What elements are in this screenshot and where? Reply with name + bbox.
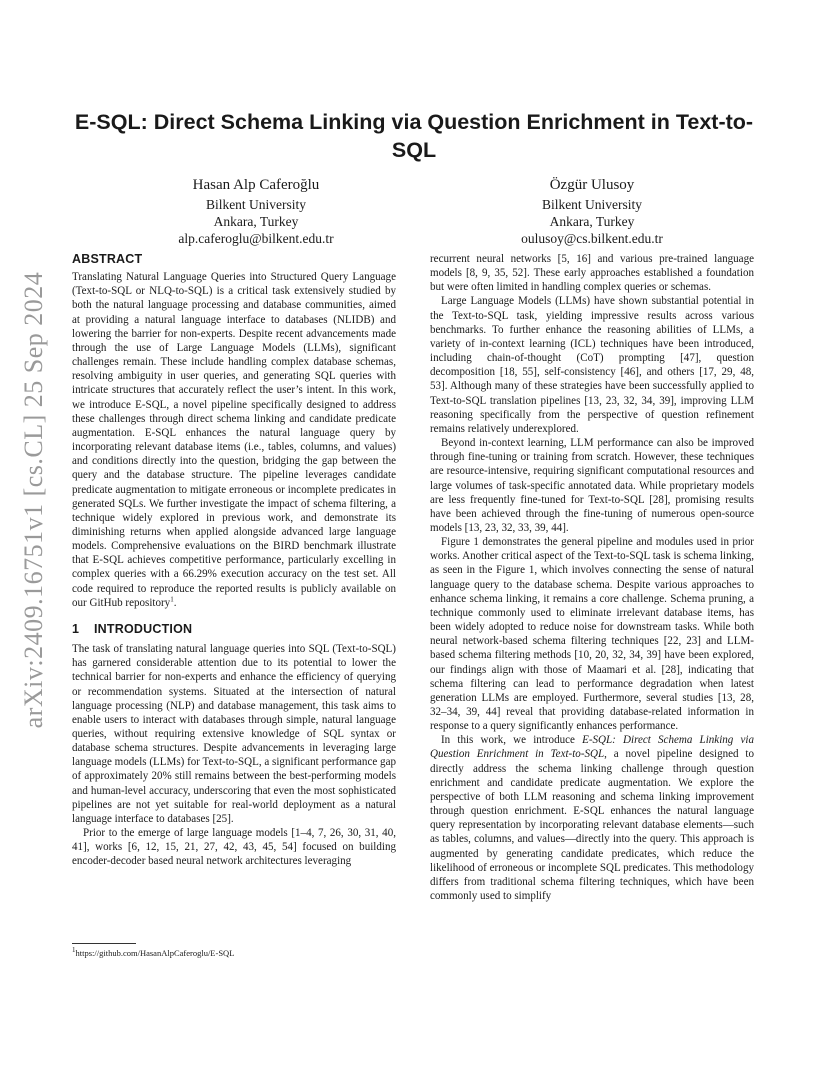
author-block-1 [166,176,346,247]
author-email: oulusoy@cs.bilkent.edu.tr [521,231,663,246]
arxiv-stamp [14,271,54,729]
body-paragraph: recurrent neural networks [5, 16] and various pre-trained language models [8, 9, 35, 52]. These early approaches established a foundation but were often limited in handling complex queries or schemas. [430,253,754,294]
abstract-text: Translating Natural Language Queries into Structured Query Language (Text-to-SQL or NLQ-to-SQL) is a critical task extensively studied by both the natural language processing and database communities, aimed at providing a natural language interface to databases (NLIDB) and lowering the barrier for non-experts. Despite recent advancements made through the use of Large Language Models (LLMs), significant challenges remain. These include handling complex database schemas, resolving ambiguity in user queries, and generating SQL queries with intricate structures that accurately reflect the user’s intent. In this work, we introduce E-SQL, a novel pipeline specifically designed to address these challenges through direct schema linking and candidate predicate augmentation. E-SQL enhances the natural language query by incorporating relevant database items (i.e., tables, columns, and values) and conditions directly into the question, bridging the gap between the query and the database structure. The pipeline leverages candidate predicate augmentation to mitigate erroneous or incomplete predicates in generated SQLs. We further investigate the impact of schema filtering, a technique widely explored in previous work, and demonstrate its diminishing returns when applied alongside advanced large language models. Comprehensive evaluations on the BIRD benchmark illustrate that E-SQL achieves competitive performance, particularly excelling in complex queries with a 66.29% execution accuracy on the test set. All code required to reproduce the reported results is publicly available on our GitHub repository$^1$. [72,271,396,609]
author-location: Ankara, Turkey [549,214,635,229]
footnote-link[interactable]: https://github.com/HasanAlpCaferoglu/E-SQL [75,948,235,958]
footnote-rule [72,943,136,944]
author-email: alp.caferoglu@bilkent.edu.tr [178,231,334,246]
body-paragraph: In this work, we introduce E-SQL: Direct Schema Linking via Question Enrichment in Text-to-SQL, a novel pipeline designed to directly address the schema linking challenge through question enrichment and candidate predicate augmentation. We explore the perspective of both LLM reasoning and schema linking improvement through question enrichment. E-SQL enhances the natural language query representation by incorporating relevant database elements—such as tables, columns, and values—directly into the query. This approach is augmented by generating candidate predicates, which reduce the likelihood of erroneous or incomplete SQL predicates. This methodology differs from traditional schema filtering techniques, which have been commonly used to simplify [430,734,754,903]
footnote [72,948,234,959]
author-affiliation: Bilkent University [205,197,307,212]
arxiv-stamp-text: arXiv:2409.16751v1 [cs.CL] 25 Sep 2024 [19,271,48,729]
section-number: 1 [72,621,80,636]
body-paragraph: Figure 1 demonstrates the general pipeline and modules used in prior works. Another critical aspect of the Text-to-SQL task is schema linking, as seen in the Figure 1, which involves connecting the sense of natural language query to the database schema. Despite various approaches to enhance schema linking, it remains a core challenge. Schema pruning, a technique commonly used to eliminate irrelevant database items, has been widely adopted to reduce noise for downstream tasks. While both neural network-based schema filtering techniques [22, 23] and LLM-based schema filtering methods [10, 20, 32, 34, 39] have been explored, our findings align with those of Maamari et al. [28], indicating that schema filtering can lead to performance degradation when latest generation LLMs are employed. Furthermore, several studies [13, 28, 32–34, 39, 44] reveal that providing database-related information in response to a query significantly enhances performance. [430,536,754,733]
left-column [72,252,396,869]
author-affiliation: Bilkent University [541,197,643,212]
body-paragraph: Large Language Models (LLMs) have shown substantial potential in the Text-to-SQL task, yielding impressive results across various benchmarks. To further enhance the reasoning abilities of LLMs, a variety of in-context learning (ICL) techniques have been introduced, including chain-of-thought (CoT) prompting [47], question decomposition [18, 55], self-consistency [46], and others [17, 29, 48, 53]. Although many of these strategies have been successfully applied to Text-to-SQL translation pipelines [13, 23, 32, 34, 39], improving LLM reasoning specifically from the perspective of question refinement remains relatively underexplored. [430,295,754,435]
footnote-number: 1 [72,946,76,955]
intro-paragraph: Prior to the emerge of large language models [1–4, 7, 26, 30, 31, 40, 41], works [6, 12, 15, 21, 27, 42, 43, 45, 54] focused on building encoder-decoder based neural network architectures leveraging [72,827,396,868]
author-name: Hasan Alp Caferoğlu [192,177,320,193]
author-name: Özgür Ulusoy [549,177,635,193]
paper-title: E-SQL: Direct Schema Linking via Question Enrichment in Text-to-SQL [74,110,754,162]
body-paragraph: Beyond in-context learning, LLM performance can also be improved through fine-tuning or training from scratch. However, these techniques are resource-intensive, requiring significant computational resources and large volumes of task-specific annotated data. While proprietary models are less frequently fine-tuned for Text-to-SQL [28], promising results have been achieved through the fine-tuning of numerous open-source models [13, 23, 32, 33, 39, 44]. [430,437,754,534]
abstract-heading: ABSTRACT [72,252,143,266]
right-column [430,252,754,903]
footnote-marker: 1 [170,595,174,604]
section-heading [72,622,396,636]
author-block-2 [502,176,682,247]
intro-paragraph: The task of translating natural language queries into SQL (Text-to-SQL) has garnered considerable attention due to its potential to lower the technical barrier for non-experts and enhance the efficiency of querying or recommendation systems. Situated at the intersection of natural language processing (NLP) and database management, this task aims to enable users to interact with databases through simple, natural language queries, without requiring extensive knowledge of SQL syntax or database schema structures. Despite advancements in leveraging large language models (LLMs) for Text-to-SQL, a significant performance gap of approximately 20% still remains between the best-performing models and human-level accuracy, underscoring that even the most sophisticated pipelines are not yet suitable for real-world deployment as a natural language interface to databases [25]. [72,643,396,825]
author-location: Ankara, Turkey [213,214,299,229]
section-title: INTRODUCTION [94,621,193,636]
